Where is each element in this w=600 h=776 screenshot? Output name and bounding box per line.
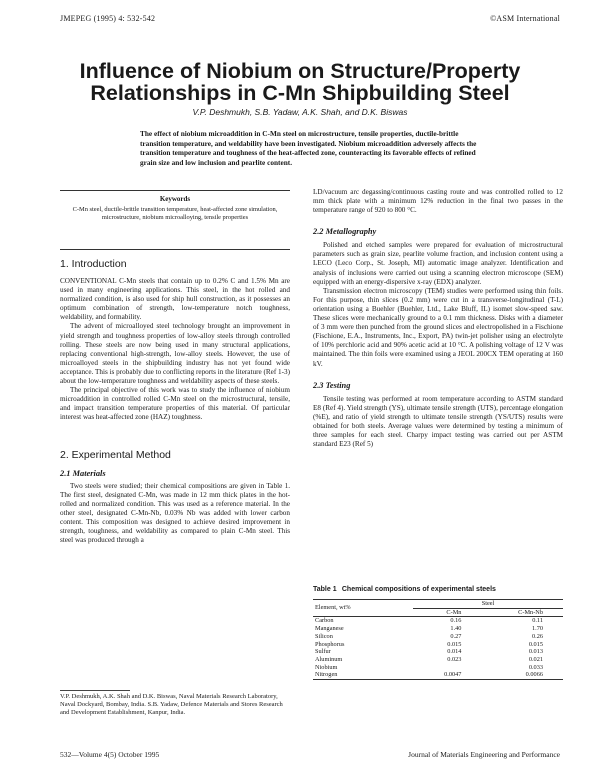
table-row xyxy=(313,656,563,664)
footnote-rule xyxy=(60,690,130,691)
element-cell: Nitrogen xyxy=(315,671,338,679)
c-mn-value-cell: 0.015 xyxy=(447,640,462,648)
element-cell: Niobium xyxy=(315,663,338,671)
intro-heading: 1. Introduction xyxy=(60,258,127,270)
materials-heading: 2.1 Materials xyxy=(60,468,106,478)
c-mn-value-cell: 0.16 xyxy=(450,617,462,625)
element-column-header: Element, wt% xyxy=(315,604,351,612)
c-mn-value-cell: 1.40 xyxy=(450,625,462,633)
c-mn-nb-value-cell: 0.11 xyxy=(532,617,543,625)
element-cell: Silicon xyxy=(315,632,333,640)
table-1-caption: Table 1 Chemical compositions of experimental steels xyxy=(313,586,496,593)
materials-paragraph-cont: LD/vacuum arc degassing/continuous casting route and was controlled rolled to 12 mm thick plate with a minimum 12% reduction in the final two passes in the temperature range of 920 to 800 °C. xyxy=(313,188,563,215)
table-row xyxy=(313,648,563,656)
table-row xyxy=(313,664,563,672)
table-row xyxy=(313,641,563,649)
author-affiliation-footnote: V.P. Deshmukh, A.K. Shah and D.K. Biswas, Naval Materials Research Laboratory, Naval Dockyard, Bombay, India. S.B. Yadaw, Defence Materials and Stores Research and Development Establishment, Kanpur, India. xyxy=(60,693,283,717)
steel-column-group: Steel xyxy=(413,600,563,609)
testing-heading: 2.3 Testing xyxy=(313,380,351,390)
method-heading: 2. Experimental Method xyxy=(60,448,171,461)
c-mn-nb-value-cell: 0.033 xyxy=(528,663,543,671)
metallography-paragraph-1: Polished and etched samples were prepared for evaluation of microstructural parameters such as grain size, pearlite volume fraction, and inclusion content using a LECO (Leco Corp., St. Joseph, MI) automatic image analyzer. Identification and analysis of inclusions were carried out using a scanning electron microscope (SEM) equipped with an energy-dispersive x-ray (EDX) analyzer. xyxy=(313,241,563,286)
c-mn-nb-value-cell: 1.70 xyxy=(531,625,543,633)
intro-paragraph-2: The advent of microalloyed steel technology brought an improvement in yield strength and toughness properties of low-alloy steels through controlled rolling. These steels are now being used in many structural applications, replacing conventional high-strength, low-alloy steels. However, the use of microalloyed steels in the shipbuilding industry has not yet found wide acceptance. This is probably due to conflicting reports in the literature (Ref 1-3) about the low-temperature toughness and weldability aspects of these steels. xyxy=(60,322,290,386)
element-cell: Sulfur xyxy=(315,648,331,656)
composition-table xyxy=(313,599,563,680)
keywords-text: C-Mn steel, ductile-brittle transition temperature, heat-affected zone simulation, microstructure, niobium microalloying, tensile properties xyxy=(72,206,278,222)
c-mn-value-cell: 0.0047 xyxy=(444,671,462,679)
right-column xyxy=(313,188,563,449)
c-mn-value-cell: 0.014 xyxy=(447,648,462,656)
element-cell: Phosphorus xyxy=(315,640,345,648)
keywords-title: Keywords xyxy=(159,195,191,203)
table-row xyxy=(313,617,563,625)
materials-paragraph: Two steels were studied; their chemical compositions are given in Table 1. The first steel, designated C-Mn, was made in 12 mm thick plates in the hot-rolled and normalized condition. This was used as a reference material. In the other steel, designated C-Mn-Nb, 0.03% Nb was added with lower carbon content. This composition was designed to achieve desired improvement in strength, toughness, and weldability as compared to plain C-Mn steel. This steel was produced through a xyxy=(60,481,290,545)
c-mn-nb-value-cell: 0.013 xyxy=(528,648,543,656)
element-cell: Manganese xyxy=(315,625,344,633)
c-mn-value-cell: 0.27 xyxy=(450,632,462,640)
table-row xyxy=(313,671,563,679)
c-mn-nb-value-cell: 0.26 xyxy=(531,632,543,640)
left-column xyxy=(60,258,290,545)
authors: V.P. Deshmukh, S.B. Yadaw, A.K. Shah, and D.K. Biswas xyxy=(192,107,408,117)
table-row xyxy=(313,633,563,641)
c-mn-nb-column-header: C-Mn-Nb xyxy=(518,608,543,616)
c-mn-value-cell: 0.023 xyxy=(447,655,462,663)
paper-title: Influence of Niobium on Structure/Property Relationships in C-Mn Shipbuilding Steel xyxy=(79,59,521,105)
metallography-paragraph-2: Transmission electron microscopy (TEM) studies were performed using thin foils. For this purpose, thin slices (0.2 mm) were cut in a transverse-longitudinal (T-L) orientation using a Buehler (Buehler, Ltd., Lake Bluff, IL) isomet slow-speed saw. These slices were mechanically ground to a 0.1 mm thickness. Disks with a diameter of 3 mm were then punched from the ground slices and electropolished in a Fischione (Fischione, E.A., Instruments, Inc., Export, PA) twin-jet polisher using an electrolyte of 10% perchloric acid and 90% acetic acid at 10 °C. A polishing voltage of 12 V was maintained. The thin foils were examined using a JEOL 200CX TEM operating at 160 kV. xyxy=(313,286,563,368)
publisher: ©ASM International xyxy=(490,14,560,23)
c-mn-column-header: C-Mn xyxy=(446,608,462,616)
intro-paragraph-3: The principal objective of this work was to study the influence of niobium microaddition in controlled rolled C-Mn steel on the microstructural, tensile, and impact transition temperature properties of this material. Of particular interest was heat-affected zone (HAZ) toughness. xyxy=(60,386,290,422)
footer-volume: 532—Volume 4(5) October 1995 xyxy=(60,750,160,759)
element-cell: Aluminum xyxy=(315,655,343,663)
element-cell: Carbon xyxy=(315,617,334,625)
c-mn-nb-value-cell: 0.0066 xyxy=(525,671,543,679)
metallography-heading: 2.2 Metallography xyxy=(313,227,377,237)
keywords-box xyxy=(60,190,290,250)
abstract: The effect of niobium microaddition in C-Mn steel on microstructure, tensile properties, ductile-brittle transition temperature, and weldability have been investigated. Niobium microaddition adversely affects the transition temperature and toughness of the heat-affected zone, counteracting its favorable effects of refined grain size and low inclusion and pearlite content. xyxy=(140,129,477,167)
c-mn-nb-value-cell: 0.021 xyxy=(528,655,543,663)
c-mn-value-cell xyxy=(413,664,481,672)
testing-paragraph: Tensile testing was performed at room temperature according to ASTM standard E8 (Ref 4). Yield strength (YS), ultimate tensile strength (UTS), percentage elongation (%E), and ratio of yield strength to ultimate tensile strength (YS/UTS) results were obtained for both steels. Average values were determined by testing a minimum of three samples for each steel. Charpy impact testing was carried out per ASTM standard E23 (Ref 5) xyxy=(313,394,563,449)
intro-paragraph-1: CONVENTIONAL C-Mn steels that contain up to 0.2% C and 1.5% Mn are used in many engineering applications. This steel, in the hot rolled and normalized condition, is also used for ship hull construction, as it possesses an optimum combination of strength, low-temperature notch toughness, weldability, and formability. xyxy=(60,277,290,322)
journal-ref: JMEPEG (1995) 4: 532-542 xyxy=(60,14,156,23)
table-row xyxy=(313,625,563,633)
footer-journal: Journal of Materials Engineering and Performance xyxy=(408,750,560,759)
c-mn-nb-value-cell: 0.015 xyxy=(528,640,543,648)
